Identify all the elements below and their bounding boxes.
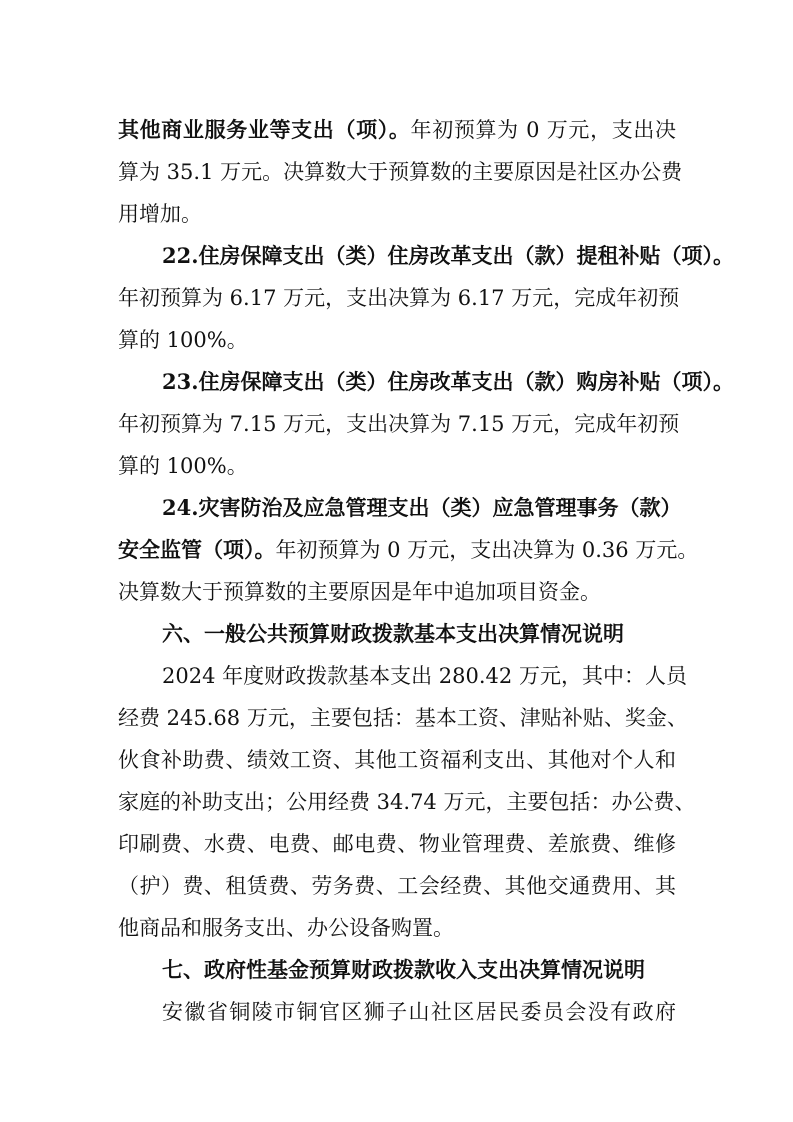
- paragraph-line: 家庭的补助支出；公用经费 34.74 万元，主要包括：办公费、: [118, 790, 696, 814]
- paragraph-line: 他商品和服务支出、办公设备购置。: [118, 916, 454, 940]
- item-title-text: 22.住房保障支出（类）住房改革支出（款）提租补贴（项）。: [162, 243, 735, 268]
- paragraph-line: 算为 35.1 万元。决算数大于预算数的主要原因是社区办公费: [118, 160, 683, 184]
- paragraph-line: 印刷费、水费、电费、邮电费、物业管理费、差旅费、维修: [118, 832, 676, 856]
- item-text: 年初预算为 0 万元，支出决: [410, 118, 677, 142]
- paragraph-line: 算的 100%。: [118, 454, 248, 478]
- paragraph-line: 伙食补助费、绩效工资、其他工资福利支出、其他对个人和: [118, 748, 676, 772]
- paragraph-line: 安徽省铜陵市铜官区狮子山社区居民委员会没有政府: [162, 1000, 676, 1024]
- paragraph-line: 2024 年度财政拨款基本支出 280.42 万元，其中：人员: [162, 664, 687, 688]
- paragraph-line: 经费 245.68 万元，主要包括：基本工资、津贴补贴、奖金、: [118, 706, 688, 730]
- item-text: 年初预算为 0 万元，支出决算为 0.36 万元。: [275, 538, 699, 562]
- paragraph-line: [118, 115, 676, 145]
- item-title: [162, 241, 735, 271]
- paragraph-line: 用增加。: [118, 202, 202, 226]
- paragraph-line: （护）费、租赁费、劳务费、工会经费、其他交通费用、其: [118, 874, 676, 898]
- paragraph-line: 算的 100%。: [118, 328, 248, 352]
- paragraph-line: 年初预算为 7.15 万元，支出决算为 7.15 万元，完成年初预: [118, 412, 680, 436]
- paragraph-line: 决算数大于预算数的主要原因是年中追加项目资金。: [118, 580, 601, 604]
- item-title: 安全监管（项）。: [118, 537, 276, 562]
- item-title: [162, 493, 682, 523]
- item-title: 其他商业服务业等支出（项）。: [118, 117, 411, 142]
- item-title-text: 24.灾害防治及应急管理支出（类）应急管理事务（款）: [162, 495, 682, 520]
- paragraph-line: [118, 535, 699, 565]
- item-title: [162, 367, 735, 397]
- section-heading: 六、一般公共预算财政拨款基本支出决算情况说明: [162, 622, 624, 646]
- item-title-text: 23.住房保障支出（类）住房改革支出（款）购房补贴（项）。: [162, 369, 735, 394]
- section-heading: 七、政府性基金预算财政拨款收入支出决算情况说明: [162, 958, 645, 982]
- paragraph-line: 年初预算为 6.17 万元，支出决算为 6.17 万元，完成年初预: [118, 286, 680, 310]
